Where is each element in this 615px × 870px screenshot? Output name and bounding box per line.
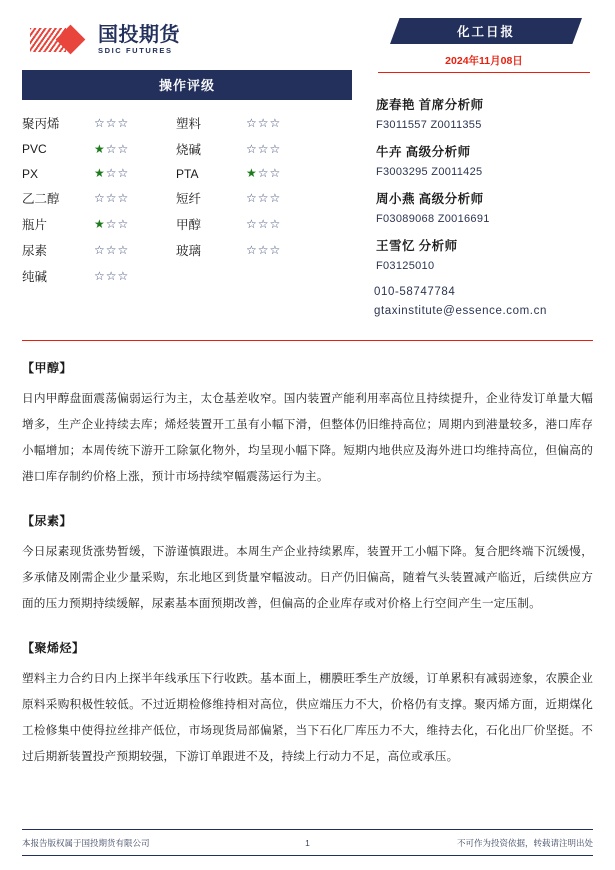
table-row: [22, 211, 352, 237]
footer-top-divider: [22, 829, 593, 830]
rating-name-left: PX: [22, 166, 39, 181]
rating-name-left: 聚丙烯: [22, 117, 60, 131]
rating-name-right: PTA: [176, 166, 199, 181]
rating-stars-right-empty: [246, 263, 352, 289]
analyst-name: 王雪忆 分析师: [376, 239, 458, 253]
section-text: 今日尿素现货涨势暂缓，下游谨慎跟进。本周生产企业持续累库，装置开工小幅下降。复合肥终端下沉缓慢，多承储及刚需企业少量采购，东北地区到货量窄幅波动。日产仍旧偏高，随着气头装置减产临近，后续供应方面的压力预期持续缓解，尿素基本面预期改善，但偏高的企业库存或对价格上行空间产生一定压制。: [22, 545, 593, 610]
rating-stars-right: ☆☆☆: [246, 216, 282, 231]
rating-stars-left: ☆☆☆: [94, 242, 130, 257]
rating-table: [22, 110, 352, 289]
rating-name-left: 纯碱: [22, 270, 48, 284]
table-row: [22, 110, 352, 136]
brand-logo: [22, 14, 352, 54]
section-urea: [22, 512, 593, 617]
rating-name-right: 烧碱: [176, 143, 202, 157]
rating-name-left: 尿素: [22, 244, 48, 258]
rating-stars-left: ★☆☆: [94, 166, 130, 180]
footer-bottom-divider: [22, 855, 593, 856]
logo-mark-icon: [30, 26, 92, 54]
rating-stars-right: ☆☆☆: [246, 141, 282, 156]
document-body: [0, 345, 615, 770]
report-banner-title: 化工日报: [456, 25, 515, 39]
section-title: 【尿素】: [22, 514, 73, 528]
report-type-banner: [390, 18, 582, 44]
contact-email[interactable]: gtaxinstitute@essence.com.cn: [374, 305, 547, 317]
rating-table-body: [22, 110, 352, 289]
footer-disclaimer: 不可作为投资依据，转载请注明出处: [456, 838, 593, 848]
rating-name-right: 甲醇: [176, 218, 202, 232]
table-row: [22, 237, 352, 263]
rating-stars-right: ☆☆☆: [246, 242, 282, 257]
brand-name-en: SDIC FUTURES: [98, 45, 173, 55]
rating-stars-right: ☆☆☆: [246, 190, 282, 205]
section-title: 【甲醇】: [22, 361, 73, 375]
rating-name-right: 玻璃: [176, 244, 202, 258]
footer-row: [22, 837, 593, 855]
section-text: 塑料主力合约日内上探半年线承压下行收跌。基本面上，棚膜旺季生产放缓，订单累积有减弱迹象，农膜企业原料采购积极性较低。不过近期检修维持相对高位，供应端压力不大，价格仍有支撑。聚丙烯方面，近期煤化工检修集中使得拉丝排产低位，市场现货局部偏紧，当下石化厂库压力不大，维持去化，石化出厂价坚挺。不过后期新装置投产预期较强，下游订单跟进不及，持续上行动力不足，高位或承压。: [22, 672, 593, 763]
header-left-column: [22, 14, 352, 345]
report-date: 2024年11月08日: [445, 55, 523, 67]
rating-stars-right: ☆☆☆: [246, 115, 282, 130]
rating-stars-left: ☆☆☆: [94, 268, 130, 283]
rating-name-left: PVC: [22, 142, 47, 156]
document-header: [0, 0, 615, 345]
analyst-code: F03089068 Z0016691: [376, 213, 490, 225]
rating-stars-left: ★☆☆: [94, 216, 130, 231]
analyst-code: F3003295 Z0011425: [376, 166, 483, 178]
section-title: 【聚烯烃】: [22, 641, 85, 655]
contact-phone: 010-58747784: [374, 286, 456, 298]
rating-stars-right: ★☆☆: [246, 166, 282, 180]
section-polyolefins: [22, 639, 593, 770]
analyst-name: 牛卉 高级分析师: [376, 145, 471, 159]
rating-name-right: 塑料: [176, 117, 202, 131]
rating-stars-left: ☆☆☆: [94, 190, 130, 205]
rating-stars-left: ☆☆☆: [94, 115, 130, 130]
document-footer: [22, 829, 593, 856]
rating-name-left: 乙二醇: [22, 192, 60, 206]
header-right-column: [352, 14, 593, 345]
rating-name-right: [176, 263, 246, 289]
analyst-code: F03125010: [376, 260, 435, 272]
analyst-list: [374, 95, 593, 272]
rating-table-title: 操作评级: [22, 70, 352, 100]
analyst-name: 周小燕 高级分析师: [376, 192, 484, 206]
footer-copyright: 本报告版权属于国投期货有限公司: [22, 838, 150, 848]
rating-name-right: 短纤: [176, 192, 202, 206]
analyst-code: F3011557 Z0011355: [376, 119, 482, 131]
analyst-name: 庞春艳 首席分析师: [376, 98, 484, 112]
contact-block: [374, 286, 593, 317]
rating-name-left: 瓶片: [22, 218, 48, 232]
table-row: [22, 136, 352, 162]
table-row: [22, 185, 352, 211]
footer-page-number: 1: [305, 838, 310, 848]
date-divider: [378, 72, 590, 73]
table-row: [22, 162, 352, 185]
brand-name-cn: 国投期货: [98, 23, 180, 46]
table-row: [22, 263, 352, 289]
brand-text: [98, 25, 180, 55]
section-text: 日内甲醇盘面震荡偏弱运行为主，太仓基差收窄。国内装置产能利用率高位且持续提升，企业待发订单量大幅增多，生产企业持续去库；烯烃装置开工虽有小幅下滑，但整体仍旧维持高位；周期内到港量较多，港口库存小幅增加；本周传统下游开工除氯化物外，均呈现小幅下降。短期内地供应及海外进口均维持高位，但偏高的港口库存制约价格上涨，预计市场持续窄幅震荡运行为主。: [22, 392, 593, 483]
header-body-divider: [22, 340, 593, 341]
rating-stars-left: ★☆☆: [94, 141, 130, 156]
section-methanol: [22, 359, 593, 490]
